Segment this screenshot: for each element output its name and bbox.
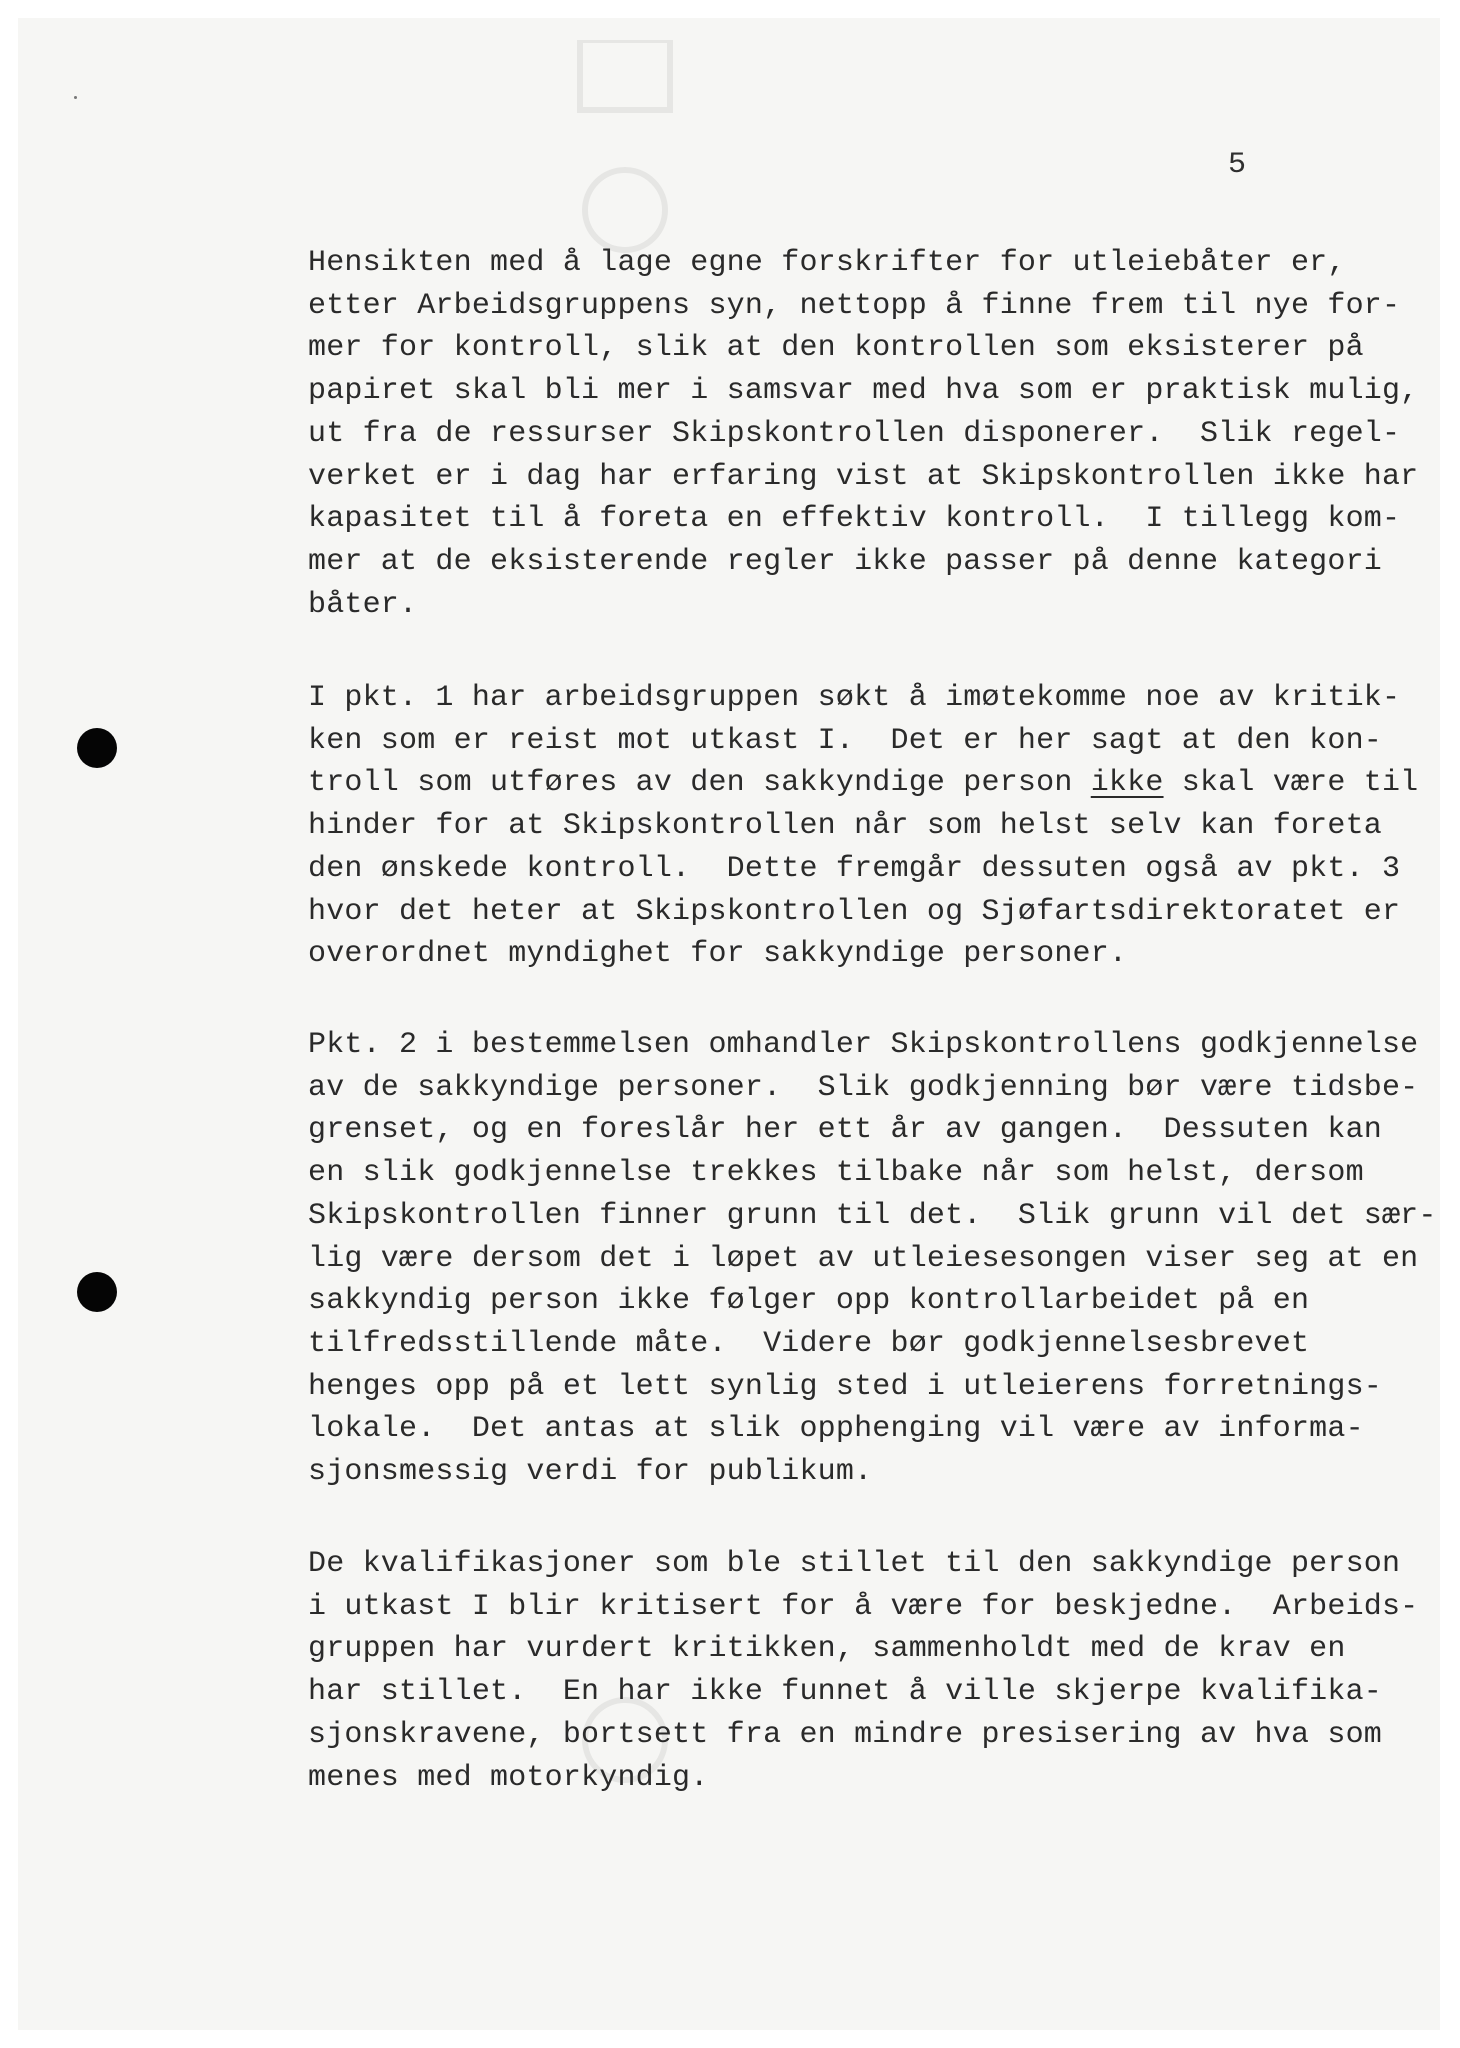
text-line: gruppen har vurdert kritikken, sammenholdt med de krav en — [308, 1632, 1346, 1667]
text-line: den ønskede kontroll. Dette fremgår dessuten også av pkt. 3 — [308, 851, 1401, 886]
text-line: ut fra de ressurser Skipskontrollen disponerer. Slik regel- — [308, 416, 1401, 451]
text-line: hvor det heter at Skipskontrollen og Sjøfartsdirektoratet er — [308, 894, 1401, 929]
text-line: verket er i dag har erfaring vist at Skipskontrollen ikke har — [308, 459, 1419, 494]
text-line: Skipskontrollen finner grunn til det. Slik grunn vil det sær- — [308, 1198, 1437, 1233]
page-number: 5 — [1228, 148, 1247, 182]
text-line: i utkast I blir kritisert for å være for beskjedne. Arbeids- — [308, 1589, 1419, 1624]
text-line: ken som er reist mot utkast I. Det er her sagt at den kon- — [308, 723, 1382, 758]
text-line: båter. — [308, 587, 418, 622]
text-line: menes med motorkyndig. — [308, 1760, 709, 1795]
text-line: Pkt. 2 i bestemmelsen omhandler Skipskontrollens godkjennelse — [308, 1028, 1419, 1062]
text-line: lig være dersom det i løpet av utleiesesongen viser seg at en — [308, 1241, 1419, 1276]
text-line: hinder for at Skipskontrollen når som helst selv kan foreta — [308, 809, 1382, 844]
paragraph-qualifications — [308, 1543, 1428, 1799]
punch-hole — [77, 1272, 117, 1312]
text-line: av de sakkyndige personer. Slik godkjenning bør være tidsbe- — [308, 1070, 1419, 1105]
punch-hole — [77, 728, 117, 768]
paragraph-point-2 — [308, 1024, 1437, 1494]
text-line: Hensikten med å lage egne forskrifter for utleiebåter er, — [308, 246, 1346, 280]
text-line: en slik godkjennelse trekkes tilbake når som helst, dersom — [308, 1156, 1364, 1191]
text-line: mer for kontroll, slik at den kontrollen som eksisterer på — [308, 331, 1364, 366]
paper-speck — [74, 96, 77, 99]
text-segment: troll som utføres av den sakkyndige person — [308, 766, 1091, 801]
text-segment: skal være til — [1163, 766, 1419, 801]
text-line: etter Arbeidsgruppens syn, nettopp å finne frem til nye for- — [308, 288, 1401, 323]
text-line: mer at de eksisterende regler ikke passer på denne kategori — [308, 544, 1382, 579]
paragraph-purpose — [308, 242, 1428, 626]
underlined-word: ikke — [1090, 766, 1164, 801]
text-line: De kvalifikasjoner som ble stillet til den sakkyndige person — [308, 1547, 1401, 1581]
paragraph-point-1 — [308, 677, 1428, 976]
text-line: overordnet myndighet for sakkyndige personer. — [308, 937, 1128, 972]
text-line: sjonsmessig verdi for publikum. — [308, 1455, 873, 1490]
text-line: har stillet. En har ikke funnet å ville skjerpe kvalifika- — [308, 1675, 1382, 1710]
text-line: grenset, og en foreslår her ett år av gangen. Dessuten kan — [308, 1113, 1382, 1148]
text-line: henges opp på et lett synlig sted i utleierens forretnings- — [308, 1369, 1382, 1404]
text-line: I pkt. 1 har arbeidsgruppen søkt å imøtekomme noe av kritik- — [308, 681, 1401, 715]
text-line: sjonskravene, bortsett fra en mindre presisering av hva som — [308, 1717, 1382, 1752]
text-line: papiret skal bli mer i samsvar med hva som er praktisk mulig, — [308, 374, 1419, 409]
text-line-with-underline — [308, 762, 1428, 805]
text-line: tilfredsstillende måte. Videre bør godkjennelsesbrevet — [308, 1326, 1310, 1361]
text-line: kapasitet til å foreta en effektiv kontroll. I tillegg kom- — [308, 502, 1401, 537]
text-line: lokale. Det antas at slik opphenging vil være av informa- — [308, 1412, 1364, 1447]
text-line: sakkyndig person ikke følger opp kontrollarbeidet på en — [308, 1284, 1310, 1319]
